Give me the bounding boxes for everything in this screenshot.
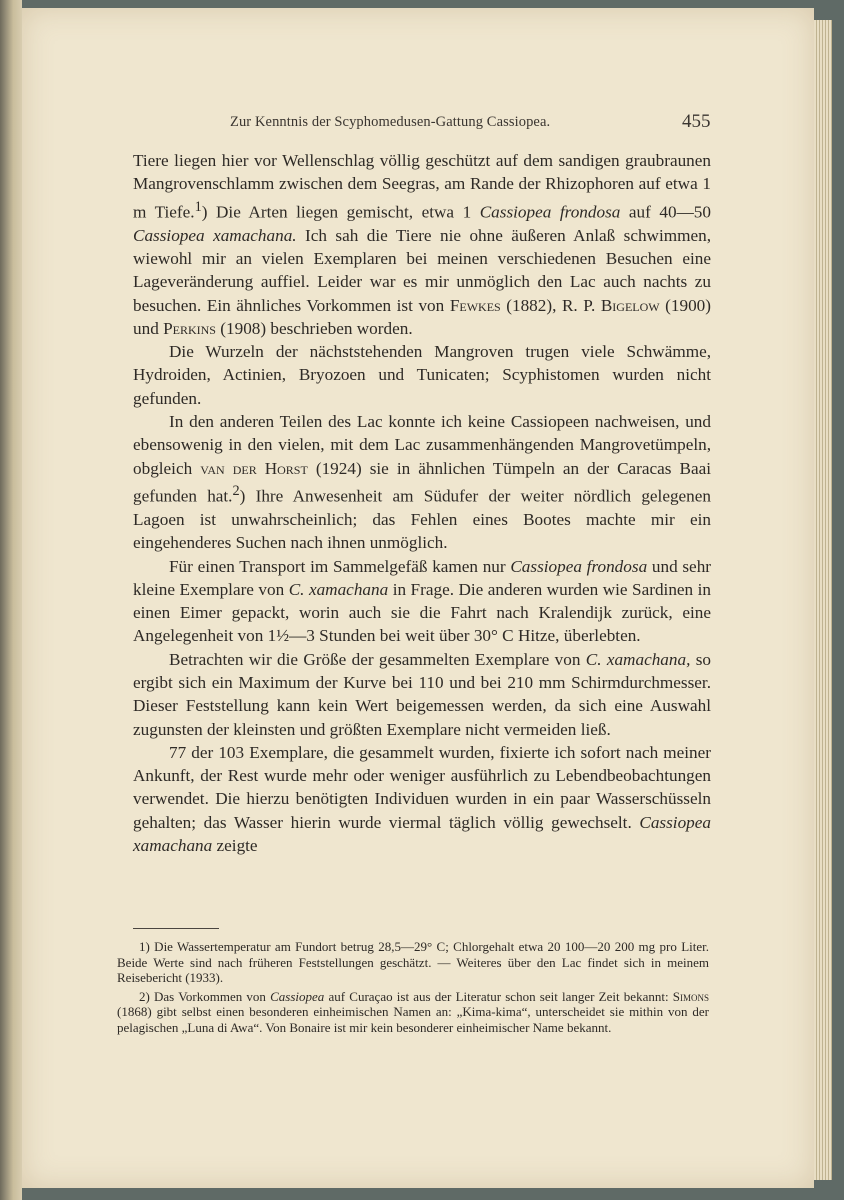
footnotes — [117, 939, 709, 1038]
footnote-ref-2: 2 — [232, 482, 240, 499]
footnote-2: 2) Das Vorkommen von Cassiopea auf Curaçao ist aus der Literatur schon seit langer Zeit bekannt: Simons (1868) gibt selbst einen besonderen einheimischen Namen an: „Kima-kima“, unterscheidet sie mithin von der pelagischen „Luna di Awa“. Von Bonaire ist mir kein besonderer einheimischer Name bekannt. — [117, 988, 709, 1035]
footnote-1: 1) Die Wassertemperatur am Fundort betrug 28,5—29° C; Chlorgehalt etwa 20 100—20 200 mg pro Liter. Beide Werte sind nach früheren Feststellungen geschätzt. — Weiteres über den Lac findet sich in meinem Reisebericht (1933). — [117, 939, 709, 985]
running-head: Zur Kenntnis der Scyphomedusen-Gattung Cassiopea. — [230, 114, 551, 130]
paragraph-1: Tiere liegen hier vor Wellenschlag völlig geschützt auf dem sandigen graubraunen Mangrovenschlamm zwischen dem Seegras, am Rande der Rhizophoren auf etwa 1 m Tiefe.$^1$) Die Arten liegen gemischt, etwa 1 Cassiopea frondosa auf 40—50 Cassiopea xamachana. Ich sah die Tiere nie ohne äußeren Anlaß schwimmen, wiewohl mir an vielen Exemplaren bei meinen verschiedenen Besuchen eine Lageveränderung auffiel. Leider war es mir unmöglich den Lac auch nachts zu besuchen. Ein ähnliches Vorkommen ist von Fewkes (1882), R. P. Bigelow (1900) und Perkins (1908) beschrieben worden. — [133, 151, 711, 338]
book-page — [22, 8, 814, 1188]
page-header — [22, 108, 814, 138]
paragraph-3: In den anderen Teilen des Lac konnte ich keine Cassiopeen nachweisen, und ebensowenig in den vielen, mit dem Lac zusammenhängenden Mangrovetümpeln, obgleich van der Horst (1924) sie in ähnlichen Tümpeln an der Caracas Baai gefunden hat.$^2$) Ihre Anwesenheit am Südufer der weiter nördlich gelegenen Lagoen ist unwahrscheinlich; das Fehlen eines Bootes machte mir ein eingehenderes Suchen nach ihnen unmöglich. — [133, 412, 711, 553]
page-edges — [814, 20, 832, 1180]
footnote-ref-1: 1 — [194, 198, 202, 215]
paragraph-6: 77 der 103 Exemplare, die gesammelt wurden, fixierte ich sofort nach meiner Ankunft, der Rest wurde mehr oder weniger ausführlich zu Lebendbeobachtungen verwendet. Die hierzu benötigten Individuen wurden in ein paar Wasserschüsseln gehalten; das Wasser hierin wurde viermal täglich völlig gewechselt. Cassiopea xamachana zeigte — [133, 742, 711, 856]
footnote-rule — [133, 928, 219, 929]
paragraph-5: Betrachten wir die Größe der gesammelten Exemplare von C. xamachana, so ergibt sich ein Maximum der Kurve bei 110 und bei 210 mm Schirmdurchmesser. Dieser Feststellung kann kein Wert beigemessen werden, da sich eine Auswahl zugunsten der kleinsten und größten Exemplare nicht vermeiden ließ. — [133, 649, 711, 739]
paragraph-4: Für einen Transport im Sammelgefäß kamen nur Cassiopea frondosa und sehr kleine Exemplare von C. xamachana in Frage. Die anderen wurden wie Sardinen in einen Eimer gepackt, worin auch sie die Fahrt nach Kralendijk zurück, eine Angelegenheit von 1½—3 Stunden bei weit über 30° C Hitze, überlebten. — [133, 556, 712, 646]
body-text — [133, 149, 711, 857]
book-binding — [0, 0, 22, 1200]
page-number: 455 — [682, 111, 711, 132]
paragraph-2: Die Wurzeln der nächststehenden Mangroven trugen viele Schwämme, Hydroiden, Actinien, Bryozoen und Tunicaten; Scyphistomen wurden nicht gefunden. — [133, 342, 711, 408]
